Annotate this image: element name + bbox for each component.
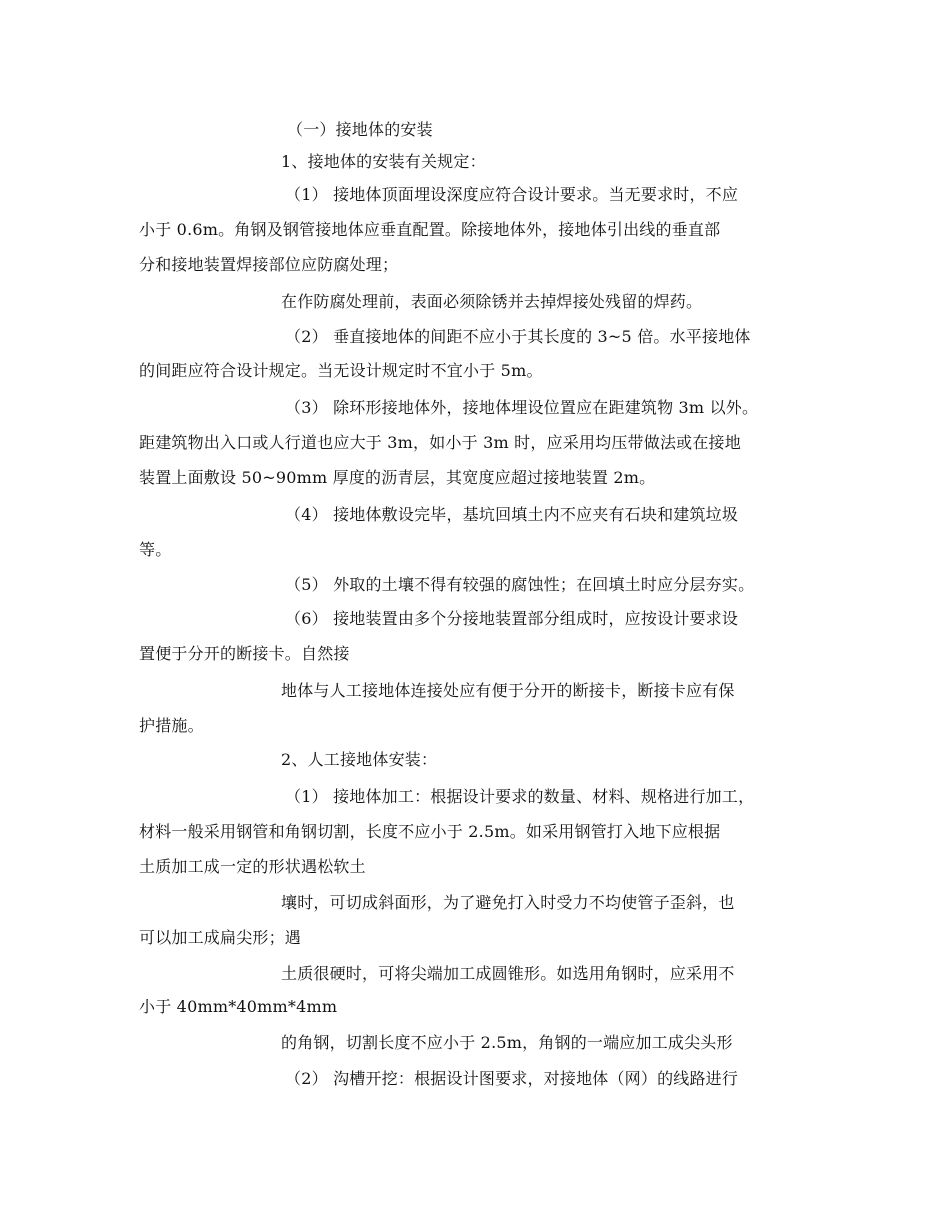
paragraph-line: 的间距应符合设计规定。当无设计规定时不宜小于 5m。 bbox=[139, 361, 543, 380]
paragraph-line: （3） 除环形接地体外，接地体埋设位置应在距建筑物 3m 以外。 bbox=[285, 398, 759, 417]
paragraph-line: 的角钢，切割长度不应小于 2.5m，角钢的一端应加工成尖头形 bbox=[281, 1033, 733, 1052]
paragraph-line: （2） 沟槽开挖：根据设计图要求，对接地体（网）的线路进行 bbox=[285, 1069, 739, 1088]
paragraph-line: （5） 外取的土壤不得有较强的腐蚀性；在回填土时应分层夯实。 bbox=[285, 575, 755, 594]
subsection-heading: 1、接地体的安装有关规定： bbox=[281, 152, 486, 171]
paragraph-line: （1） 接地体加工：根据设计要求的数量、材料、规格进行加工， bbox=[285, 787, 755, 806]
paragraph-line: 土质加工成一定的形状遇松软土 bbox=[139, 857, 366, 876]
paragraph-line: 等。 bbox=[139, 540, 172, 559]
paragraph-line: 土质很硬时，可将尖端加工成圆锥形。如选用角钢时，应采用不 bbox=[281, 964, 735, 983]
paragraph-line: 壤时，可切成斜面形，为了避免打入时受力不均使管子歪斜，也 bbox=[281, 893, 735, 912]
paragraph-line: （6） 接地装置由多个分接地装置部分组成时，应按设计要求设 bbox=[285, 609, 739, 628]
paragraph-line: 小于 0.6m。角钢及钢管接地体应垂直配置。除接地体外，接地体引出线的垂直部 bbox=[139, 220, 721, 239]
paragraph-line: 护措施。 bbox=[139, 716, 204, 735]
paragraph-line: （4） 接地体敷设完毕，基坑回填土内不应夹有石块和建筑垃圾 bbox=[285, 505, 739, 524]
paragraph-line: （1） 接地体顶面埋设深度应符合设计要求。当无要求时，不应 bbox=[285, 185, 739, 204]
paragraph-line: 装置上面敷设 50~90mm 厚度的沥青层，其宽度应超过接地装置 2m。 bbox=[139, 468, 656, 487]
paragraph-line: 地体与人工接地体连接处应有便于分开的断接卡，断接卡应有保 bbox=[281, 681, 735, 700]
paragraph-line: 在作防腐处理前，表面必须除锈并去掉焊接处残留的焊药。 bbox=[281, 292, 703, 311]
paragraph-line: 可以加工成扁尖形；遇 bbox=[139, 928, 302, 947]
paragraph-line: 材料一般采用钢管和角钢切割，长度不应小于 2.5m。如采用钢管打入地下应根据 bbox=[139, 822, 721, 841]
subsection-heading: 2、人工接地体安装： bbox=[281, 750, 438, 769]
paragraph-line: 分和接地装置焊接部位应防腐处理； bbox=[139, 255, 399, 274]
paragraph-line: 置便于分开的断接卡。自然接 bbox=[139, 644, 350, 663]
paragraph-line: 小于 40mm*40mm*4mm bbox=[139, 997, 338, 1016]
paragraph-line: （2） 垂直接地体的间距不应小于其长度的 3~5 倍。水平接地体 bbox=[285, 327, 751, 346]
section-heading: （一）接地体的安装 bbox=[287, 120, 433, 139]
paragraph-line: 距建筑物出入口或人行道也应大于 3m，如小于 3m 时，应采用均压带做法或在接地 bbox=[139, 433, 741, 452]
